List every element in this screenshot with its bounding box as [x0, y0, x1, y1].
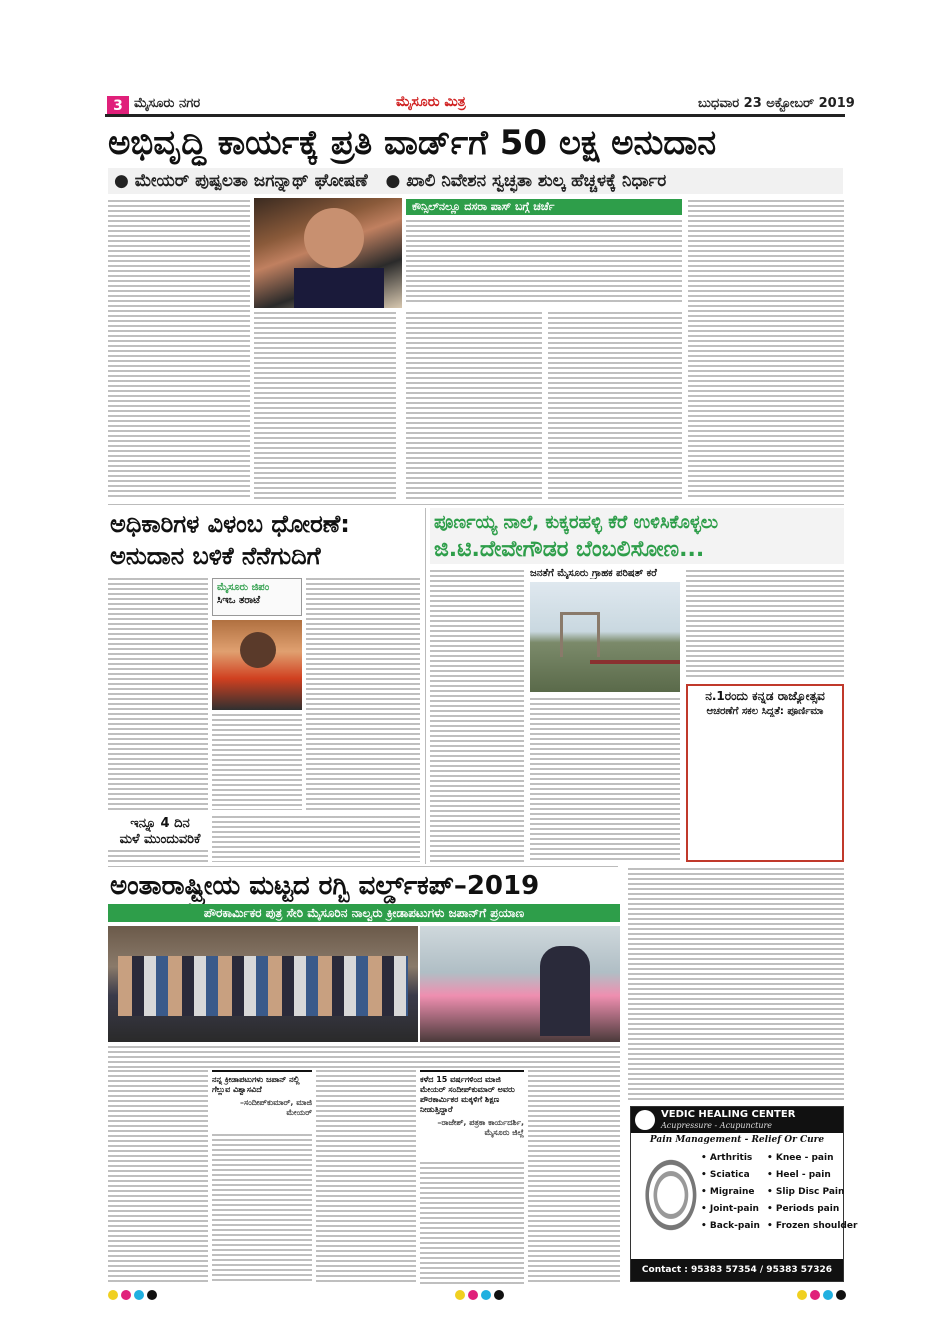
lead-text-col-2 — [406, 220, 682, 305]
ad-item: • Knee - pain — [767, 1153, 834, 1163]
rugby-text-col-2 — [212, 1134, 312, 1284]
rugby-caption — [108, 1046, 620, 1068]
caption-text — [108, 1046, 620, 1068]
pavilion-structure — [560, 612, 600, 657]
lead-bullet-1: ಮೇಯರ್ ಪುಷ್ಪಲತಾ ಜಗನ್ನಾಥ್ ಘೋಷಣೆ — [134, 171, 368, 191]
box-story-text — [628, 868, 844, 1100]
registration-mark — [836, 1290, 846, 1300]
rugby-banner: ಪೌರಕಾರ್ಮಿಕರ ಪುತ್ರ ಸೇರಿ ಮೈಸೂರಿನ ನಾಲ್ವರು ಕ್ರೀಡಾಪಟುಗಳು ಜಪಾನ್‌ಗೆ ಪ್ರಯಾಣ — [108, 904, 620, 922]
quote-box-2 — [420, 1070, 524, 1158]
story3-kicker: ಜನತೆಗೆ ಮೈಸೂರು ಗ್ರಾಹಕ ಪರಿಷತ್ ಕರೆ — [530, 568, 657, 579]
official-face — [240, 632, 276, 668]
quote-2-text: ಕಳೆದ 15 ವರ್ಷಗಳಿಂದ ಮಾಜಿ ಮೇಯರ್ ಸಂದೀಪ್‌ಕುಮಾರ್ ಅವರು ಪೌರಕಾರ್ಮಿಕರ ಮಕ್ಕಳಿಗೆ ಶಿಕ್ಷಣ ನೀಡುತ್ತಿದ್ದಾರೆ — [420, 1075, 515, 1114]
rugby-handshake-photo — [420, 926, 620, 1042]
lead-text-col-4 — [254, 312, 396, 500]
ad-tagline: Pain Management - Relief Or Cure — [649, 1135, 825, 1145]
rugby-text-col-1 — [108, 1070, 208, 1284]
page-number: 3 — [107, 96, 129, 116]
story3-text-col-3 — [686, 570, 844, 680]
bridge-rail — [590, 660, 680, 664]
ad-contact: Contact : 95383 57354 / 95383 57326 — [631, 1259, 843, 1281]
rugby-text-col-4 — [420, 1162, 524, 1284]
ad-item: • Frozen shoulder — [767, 1221, 858, 1231]
divider — [108, 866, 618, 867]
story2-headline-1: ಅಧಿಕಾರಿಗಳ ವಿಳಂಬ ಧೋರಣೆ: — [110, 510, 350, 538]
official-photo — [212, 620, 302, 710]
quote-2-attribution: –ರಾಜೇಶ್, ಪತ್ರಕಾ ಕಾರ್ಯದರ್ಶಿ, ಮೈಸೂರು ಜಿಲ್ಲೆ — [437, 1118, 524, 1137]
story2-text-col-3 — [306, 578, 420, 810]
divider — [108, 504, 844, 505]
registration-mark — [108, 1290, 118, 1300]
story2-inset-title: ಮೈಸೂರು ಜಿಪಂ — [217, 582, 270, 593]
lead-subhead-band — [108, 168, 843, 194]
ad-item: • Sciatica — [701, 1170, 750, 1180]
ad-item: • Joint-pain — [701, 1204, 759, 1214]
story3-text-col-2 — [530, 698, 680, 862]
ad-subtitle: Acupressure - Acupuncture — [661, 1121, 773, 1130]
quote-1-text: ನನ್ನ ಕ್ರೀಡಾಪಟುಗಳು ಜಪಾನ್ ನಲ್ಲಿ ಗೆಲ್ಲುವ ವಿಶ್ವಾಸವಿದೆ — [212, 1075, 300, 1094]
story3-headline-2: ಜಿ.ಟಿ.ದೇವೇಗೌಡರ ಬೆಂಬಲಿಸೋಣ... — [434, 537, 705, 562]
issue-date: ಬುಧವಾರ 23 ಅಕ್ಟೋಬರ್ 2019 — [698, 96, 855, 111]
registration-mark — [481, 1290, 491, 1300]
lead-text-col-5 — [406, 312, 542, 500]
registration-mark — [797, 1290, 807, 1300]
story2-inset-box — [212, 578, 302, 616]
ad-item: • Arthritis — [701, 1153, 753, 1163]
brand-logo: ಮೈಸೂರು ಮಿತ್ರ — [396, 94, 466, 110]
quote-1-attribution: –ಸಂದೀಪ್‌ಕುಮಾರ್, ಮಾಜಿ ಮೇಯರ್ — [239, 1098, 312, 1117]
quote-box-1 — [212, 1070, 312, 1130]
registration-mark — [810, 1290, 820, 1300]
story2-text-col-2 — [212, 714, 302, 810]
ad-item: • Slip Disc Pain — [767, 1187, 845, 1197]
registration-mark — [494, 1290, 504, 1300]
lead-subhead: ಕೌನ್ಸಿಲ್‌ನಲ್ಲೂ ದಸರಾ ಪಾಸ್ ಬಗ್ಗೆ ಚರ್ಚೆ — [406, 199, 682, 215]
brief-title-1: ಇನ್ನೂ 4 ದಿನ — [130, 816, 190, 831]
story2-text-col-4 — [212, 816, 420, 862]
registration-mark — [121, 1290, 131, 1300]
story3-text-col-1 — [430, 570, 524, 862]
registration-mark — [455, 1290, 465, 1300]
rugby-text-col-5 — [528, 1070, 620, 1284]
section-title: ಮೈಸೂರು ನಗರ — [134, 96, 201, 111]
ad-item: • Periods pain — [767, 1204, 840, 1214]
rajyotsava-box — [686, 684, 844, 862]
lake-pavilion-photo — [530, 582, 680, 692]
brief-text — [108, 850, 208, 862]
mayor-gown — [294, 268, 384, 308]
header-rule — [105, 114, 845, 117]
registration-mark — [468, 1290, 478, 1300]
lead-headline: ಅಭಿವೃದ್ಧಿ ಕಾರ್ಯಕ್ಕೆ ಪ್ರತಿ ವಾರ್ಡ್‌ಗೆ 50 ಲಕ್ಷ ಅನುದಾನ — [108, 123, 717, 163]
registration-mark — [147, 1290, 157, 1300]
ad-item: • Migraine — [701, 1187, 755, 1197]
mayor-photo — [254, 198, 402, 308]
ad-item: • Back-pain — [701, 1221, 760, 1231]
brief-title-2: ಮಳೆ ಮುಂದುವರಿಕೆ — [119, 832, 201, 847]
group-people — [118, 956, 408, 1016]
bullet-icon: ● — [373, 171, 407, 191]
lead-bullet-2: ಖಾಲಿ ನಿವೇಶನ ಸ್ವಚ್ಛತಾ ಶುಲ್ಕ ಹೆಚ್ಚಳಕ್ಕೆ ನಿರ್ಧಾರ — [406, 171, 667, 191]
ear-icon — [639, 1151, 697, 1239]
story2-text-col-1 — [108, 578, 208, 810]
registration-mark — [823, 1290, 833, 1300]
bullet-icon: ● — [114, 171, 135, 191]
mayor-face — [304, 208, 364, 268]
vedic-healing-ad — [630, 1106, 858, 1282]
lead-text-col-3 — [688, 200, 844, 500]
ad-title: VEDIC HEALING CENTER — [661, 1109, 796, 1120]
box-headline-1: ನ.1ರಂದು ಕನ್ನಡ ರಾಜ್ಯೋತ್ಸವ — [705, 689, 825, 703]
box-headline-2: ಆಚರಣೆಗೆ ಸಕಲ ಸಿದ್ಧತೆ: ಪೂರ್ಣಿಮಾ — [706, 706, 824, 717]
rugby-text-col-3 — [316, 1070, 416, 1284]
lead-text-col-1 — [108, 200, 250, 500]
story2-inset-subtitle: ಸಿಇಒ ತರಾಟೆ — [217, 595, 261, 606]
registration-mark — [134, 1290, 144, 1300]
story2-headline-2: ಅನುದಾನ ಬಳಿಕೆ ನೆನೆಗುದಿಗೆ — [110, 542, 321, 570]
ad-item: • Heel - pain — [767, 1170, 831, 1180]
ad-logo-icon — [635, 1110, 655, 1130]
lead-text-col-6 — [548, 312, 682, 500]
vertical-divider — [425, 508, 426, 864]
coach-figure — [540, 946, 590, 1036]
rugby-headline: ಅಂತಾರಾಷ್ಟ್ರೀಯ ಮಟ್ಟದ ರಗ್ಬಿ ವರ್ಲ್ಡ್‌ಕಪ್–2019 — [110, 871, 540, 901]
rugby-group-photo — [108, 926, 418, 1042]
story3-headline-1: ಪೂರ್ಣಯ್ಯ ನಾಲೆ, ಕುಕ್ಕರಹಳ್ಳಿ ಕೆರೆ ಉಳಿಸಿಕೊಳ್ಳಲು — [434, 512, 719, 533]
